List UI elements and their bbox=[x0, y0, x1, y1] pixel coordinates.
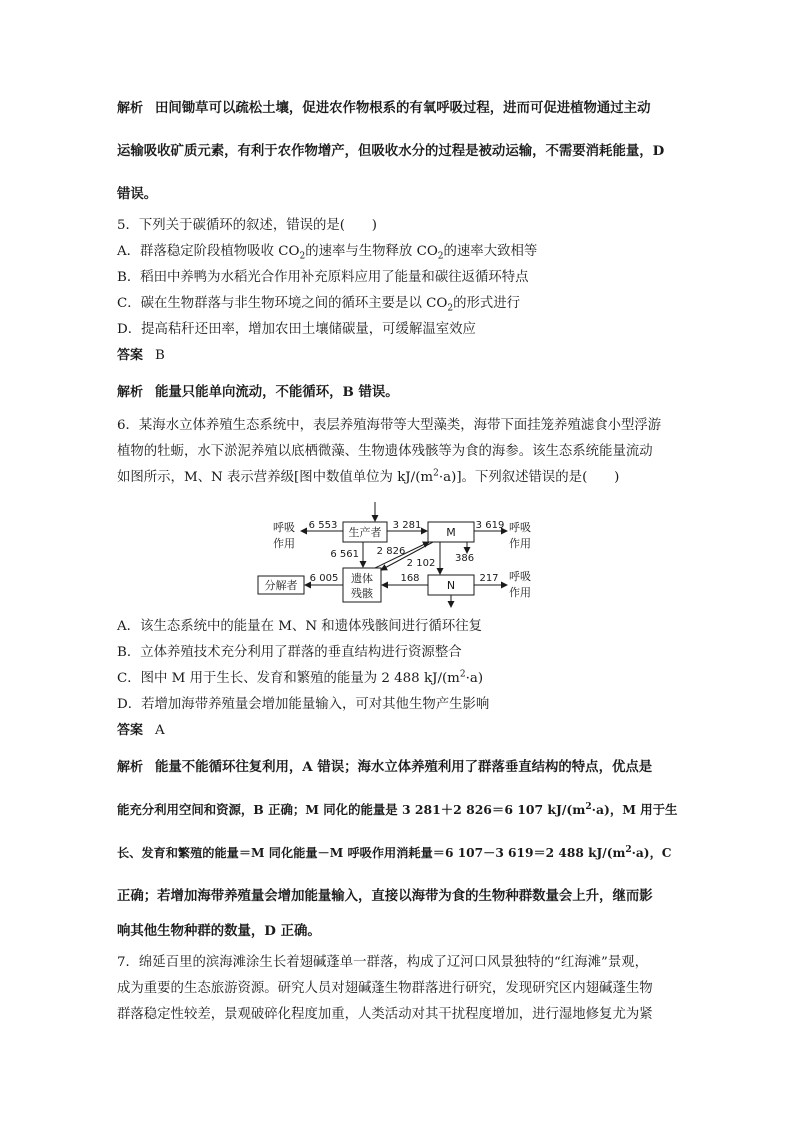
q6-option-c: C．图中 M 用于生长、发育和繁殖的能量为 2 488 $kJ/(m^2\cdot a)$ bbox=[117, 669, 484, 686]
q6-answer: 答案 A bbox=[117, 723, 165, 738]
q6-stem-line-3: 如图所示，M、N 表示营养级[图中数值单位为 $kJ/(m^2\cdot a)$]。下列叙述错误的是( ) bbox=[117, 468, 620, 485]
resp-n-1: 呼吸 bbox=[509, 570, 531, 583]
q5-answer: 答案 B bbox=[117, 348, 165, 363]
q6-explanation-line-1: 解析 能量不能循环往复利用，A 错误；海水立体养殖利用了群落垂直结构的特点，优点是 bbox=[117, 759, 653, 775]
q6-option-a: A．该生态系统中的能量在 M、N 和遗体残骸间进行循环往复 bbox=[117, 619, 482, 634]
node-decomposer: 分解者 bbox=[264, 579, 298, 592]
q6-option-d: D．若增加海带养殖量会增加能量输入，可对其他生物产生影响 bbox=[117, 697, 490, 712]
q6-option-b: B．立体养殖技术充分利用了群落的垂直结构进行资源整合 bbox=[117, 645, 462, 660]
resp-m-1: 呼吸 bbox=[509, 521, 531, 534]
node-remains-2: 残骸 bbox=[351, 587, 373, 600]
value-6005: 6 005 bbox=[309, 573, 339, 584]
node-m: M bbox=[446, 526, 456, 539]
q6-explanation-line-2: 能充分利用空间和资源，B 正确；M 同化的能量是 3 281＋2 826＝6 107 $kJ/(m^2\cdot a)$，M 用于生 bbox=[117, 801, 678, 817]
node-n: N bbox=[446, 579, 456, 592]
node-producer: 生产者 bbox=[348, 526, 382, 539]
resp-n-2: 作用 bbox=[509, 586, 531, 599]
value-6561: 6 561 bbox=[330, 549, 359, 560]
resp-left-1: 呼吸 bbox=[273, 521, 295, 534]
value-217: 217 bbox=[479, 573, 499, 584]
explanation-top-line-3: 错误。 bbox=[117, 186, 158, 202]
q6-explanation-line-5: 响其他生物种群的数量，D 正确。 bbox=[117, 923, 321, 939]
explanation-label: 解析 bbox=[117, 101, 144, 116]
value-2102: 2 102 bbox=[406, 558, 436, 569]
resp-m-2: 作用 bbox=[509, 537, 531, 550]
value-6553: 6 553 bbox=[308, 520, 338, 531]
value-3281: 3 281 bbox=[392, 520, 422, 531]
node-remains-1: 遗体 bbox=[351, 572, 373, 585]
explanation-top-line-2: 运输吸收矿质元素，有利于农作物增产，但吸收水分的过程是被动运输，不需要消耗能量，D bbox=[117, 143, 665, 159]
q5-option-c: C．碳在生物群落与非生物环境之间的循环主要是以 $CO_2$的形式进行 bbox=[117, 296, 521, 314]
q6-stem-line-1: 6．某海水立体养殖生态系统中，表层养殖海带等大型藻类，海带下面挂笼养殖滤食小型浮游 bbox=[117, 418, 662, 433]
value-2826: 2 826 bbox=[376, 546, 406, 557]
q7-line-3: 群落稳定性较差，景观破碎化程度加重，人类活动对其干扰程度增加，进行湿地修复尤为紧 bbox=[117, 1007, 653, 1022]
q6-stem-line-2: 植物的牡蛎，水下淤泥养殖以底栖微藻、生物遗体残骸等为食的海参。该生态系统能量流动 bbox=[117, 444, 653, 459]
energy-flow-diagram bbox=[255, 498, 545, 608]
q5-stem: 5．下列关于碳循环的叙述，错误的是( ) bbox=[117, 218, 377, 233]
q5-explanation: 解析 能量只能单向流动，不能循环，B 错误。 bbox=[117, 384, 399, 400]
q7-line-1: 7．绵延百里的滨海滩涂生长着翅碱蓬单一群落，构成了辽河口风景独特的“红海滩”景观， bbox=[117, 955, 649, 970]
value-3619: 3 619 bbox=[475, 520, 505, 531]
value-168: 168 bbox=[400, 573, 420, 584]
q7-line-2: 成为重要的生态旅游资源。研究人员对翅碱蓬生物群落进行研究，发现研究区内翅碱蓬生物 bbox=[117, 981, 653, 996]
resp-left-2: 作用 bbox=[273, 537, 295, 550]
q5-option-d: D．提高秸秆还田率，增加农田土壤储碳量，可缓解温室效应 bbox=[117, 322, 476, 337]
q5-option-b: B．稻田中养鸭为水稻光合作用补充原料应用了能量和碳往返循环特点 bbox=[117, 270, 529, 285]
q6-explanation-line-4: 正确；若增加海带养殖量会增加能量输入，直接以海带为食的生物种群数量会上升，继而影 bbox=[117, 888, 653, 904]
q6-explanation-line-3: 长、发育和繁殖的能量＝M 同化能量－M 呼吸作用消耗量＝6 107－3 619＝2 488 $kJ/(m^2\cdot a)$，C bbox=[117, 844, 672, 860]
q5-option-a: A．群落稳定阶段植物吸收 $CO_2$的速率与生物释放 $CO_2$的速率大致相等 bbox=[117, 244, 538, 262]
value-386: 386 bbox=[455, 553, 475, 564]
explanation-top-line-1: 解析 田间锄草可以疏松土壤，促进农作物根系的有氧呼吸过程，进而可促进植物通过主动 bbox=[117, 100, 651, 116]
